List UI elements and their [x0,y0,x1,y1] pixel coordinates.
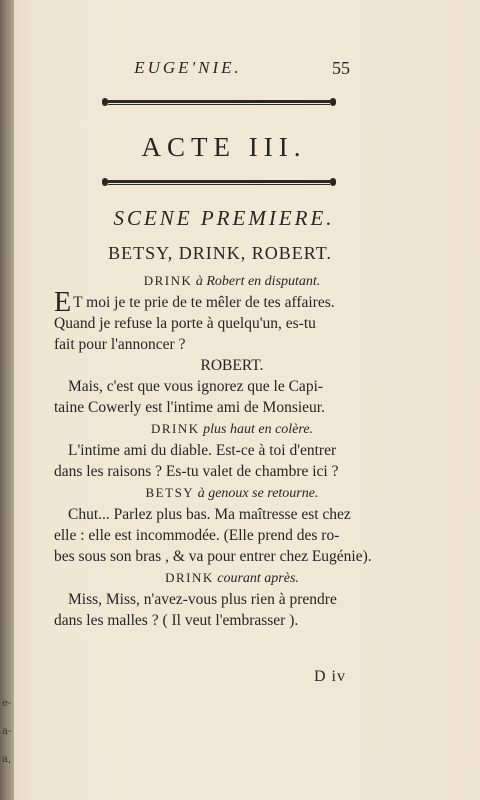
stage-direction: DRINK plus haut en colère. [150,421,314,437]
stage-direction: BETSY à genoux se retourne. [145,485,319,501]
dialogue-line: Mais, c'est que vous ignorez que le Capi- [68,378,324,395]
running-title: EUGE'NIE. [134,58,242,77]
play-text [54,270,410,631]
spine-marks: e- a- a, [2,698,12,765]
dialogue-line: bes sous son bras , & va pour entrer chez Eugénie). [54,548,372,565]
speaker-name: ROBERT. [200,357,264,374]
dialogue-line: L'intime ami du diable. Est-ce à toi d'entrer [68,442,337,459]
signature-mark: D iv [314,668,346,685]
act-title: ACTE III. [141,132,307,162]
dialogue-line: Miss, Miss, n'avez-vous plus rien à prendre [68,591,337,608]
dialogue-line: dans les raisons ? Es-tu valet de chambre ici ? [54,463,339,480]
dialogue-line: E T moi je te prie de te mêler de tes affaires. [54,287,335,318]
dialogue-line: Chut... Parlez plus bas. Ma maîtresse est chez [68,506,351,523]
ornamental-rule-top [102,98,336,108]
dialogue-line: fait pour l'annoncer ? [54,336,186,353]
dialogue-line: dans les malles ? ( Il veut l'embrasser ). [54,612,299,629]
ornamental-rule-bottom [102,178,336,188]
page-number: 55 [332,58,350,78]
book-page [14,0,480,800]
cast-list: BETSY, DRINK, ROBERT. [108,243,332,263]
dialogue-line: taine Cowerly est l'intime ami de Monsieur. [54,399,325,416]
scene-title: SCENE PREMIERE. [113,206,335,230]
drop-cap: E [54,287,72,318]
page-header [14,58,480,82]
stage-direction: DRINK courant après. [165,570,299,586]
dialogue-line: Quand je refuse la porte à quelqu'un, es-tu [54,315,316,332]
dialogue-line: elle : elle est incommodée. (Elle prend des ro- [54,527,340,544]
stage-direction: DRINK à Robert en disputant. [143,273,321,289]
